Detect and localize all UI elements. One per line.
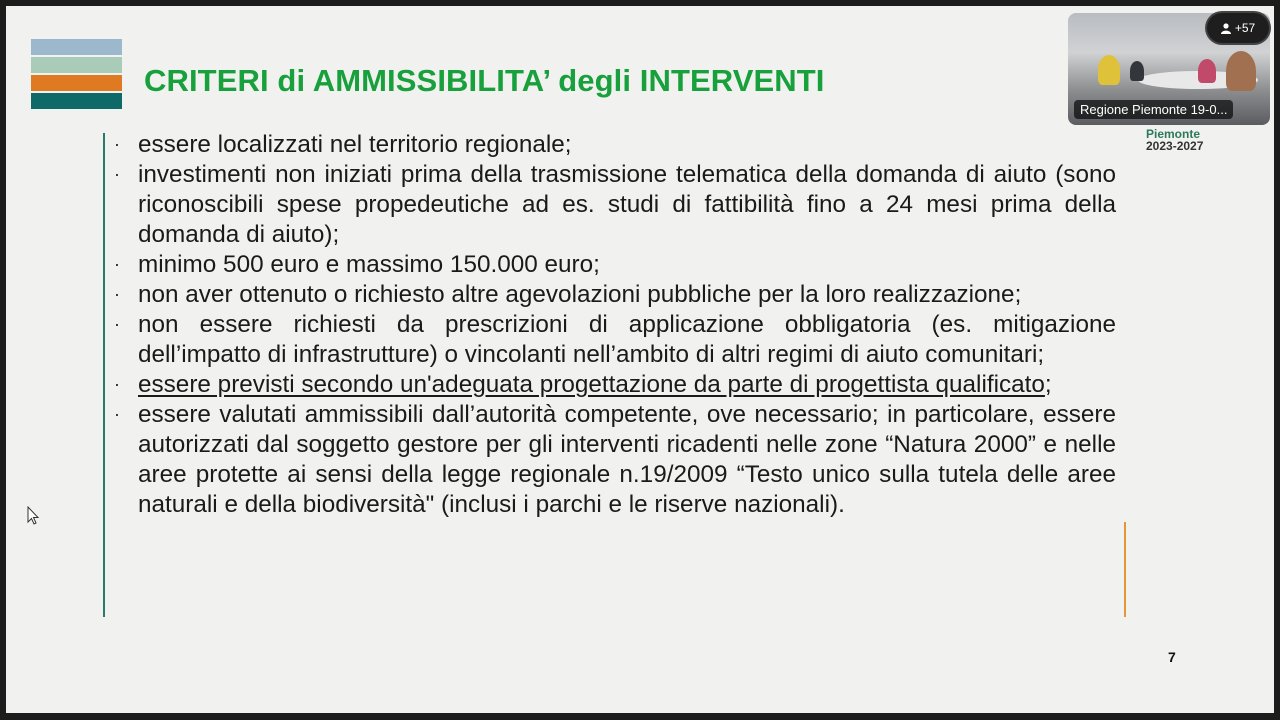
participants-count-button[interactable] [1207, 13, 1269, 43]
bullet-icon: · [114, 374, 120, 394]
list-item: · non essere richiesti da prescrizioni di applicazione obbligatoria (es. mitigazione dell’impatto di infrastrutture) o vincolanti nell’ambito di altri regimi di aiuto comunitari; [114, 311, 1116, 368]
slide-title: CRITERI di AMMISSIBILITA’ degli INTERVENTI [144, 63, 825, 98]
person-icon [1221, 23, 1231, 34]
participant-name-label: Regione Piemonte 19-0... [1074, 100, 1233, 119]
list-item: · non aver ottenuto o richiesto altre agevolazioni pubbliche per la loro realizzazione; [114, 281, 1022, 308]
bullet-icon: · [114, 254, 120, 274]
list-item: · investimenti non iniziati prima della trasmissione telematica della domanda di aiuto (sono riconoscibili spese propedeutiche ad es. studi di fattibilità fino a 24 mesi prima della domanda di aiuto); [114, 161, 1116, 248]
list-item: · essere valutati ammissibili dall’autorità competente, ove necessario; in particolare, essere autorizzati dal soggetto gestore per gli interventi ricadenti nelle zone “Natura 2000” e nelle aree protette ai sensi della legge regionale n.19/2009 “Testo unico sulla tutela delle aree naturali e della biodiversità" (inclusi i parchi e le riserve nazionali). [114, 401, 1116, 518]
piemonte-logo: Piemonte 2023-2027 [1146, 127, 1204, 153]
left-vertical-rule [103, 133, 105, 617]
criteria-list [110, 130, 1116, 520]
bullet-icon: · [114, 134, 120, 154]
logo-color-bars [31, 39, 122, 111]
bullet-icon: · [114, 284, 120, 304]
bullet-icon: · [114, 314, 120, 334]
right-vertical-rule [1124, 522, 1126, 617]
participants-count: +57 [1234, 21, 1256, 35]
mouse-cursor-icon [27, 506, 40, 526]
bullet-icon: · [114, 164, 120, 184]
list-item: · minimo 500 euro e massimo 150.000 euro; [114, 251, 600, 278]
list-item: · essere localizzati nel territorio regionale; [114, 131, 572, 158]
page-number: 7 [1168, 649, 1176, 665]
list-item: · essere previsti secondo un'adeguata progettazione da parte di progettista qualificato; [114, 371, 1052, 398]
underlined-text: essere previsti secondo un'adeguata progettazione da parte di progettista qualificato [138, 371, 1045, 398]
bullet-icon: · [114, 404, 120, 424]
